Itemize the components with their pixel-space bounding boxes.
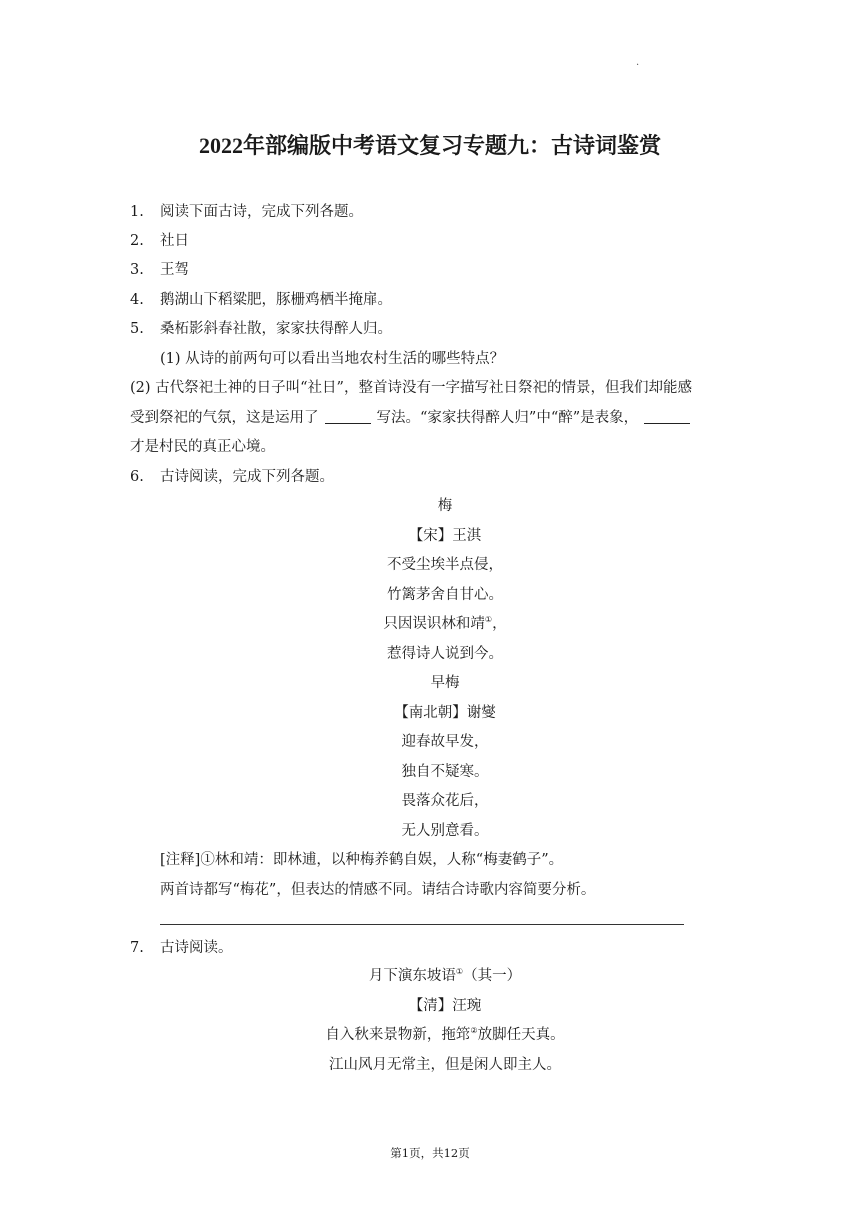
poem-title-text: 月下演东坡语 xyxy=(368,968,456,984)
poem-title: 梅 xyxy=(437,498,453,514)
poem-line-text: 自入秋来景物新，拖筇 xyxy=(325,1027,471,1043)
item-text: 王驾 xyxy=(160,262,189,278)
annotation: [注释]①林和靖：即林逋，以种梅养鹤自娱，人称“梅妻鹤子”。 xyxy=(160,852,564,868)
sub-question-2-line3: 才是村民的真正心境。 xyxy=(130,439,275,455)
item-text: 鹅湖山下稻粱肥，豚栅鸡栖半掩扉。 xyxy=(160,292,392,308)
item-text: 古诗阅读，完成下列各题。 xyxy=(160,469,334,485)
poem-author: 【南北朝】谢燮 xyxy=(394,705,496,721)
item-number: 1. xyxy=(130,204,144,220)
answer-line[interactable] xyxy=(160,924,684,925)
poem-line: 独自不疑寒。 xyxy=(401,764,489,780)
poem-line xyxy=(0,1025,860,1045)
item-number: 6. xyxy=(130,469,144,485)
item-number: 5. xyxy=(130,321,144,337)
poem-line-punct: ， xyxy=(492,616,507,632)
note-marker: ① xyxy=(484,615,493,624)
item-text: 桑柘影斜春社散，家家扶得醉人归。 xyxy=(160,321,392,337)
poem-line: 竹篱茅舍自甘心。 xyxy=(387,587,503,603)
item-number: 7. xyxy=(130,940,144,956)
item-text: 古诗阅读。 xyxy=(160,940,233,956)
poem-line-text: 放脚任天真。 xyxy=(477,1027,565,1043)
poem-line: 不受尘埃半点侵， xyxy=(387,557,503,573)
item-number: 2. xyxy=(130,233,144,249)
header-mark: . xyxy=(636,57,640,68)
sub-question-2-text-b: 写法。“家家扶得醉人归”中“醉”是表象， xyxy=(376,410,639,426)
answer-blank-2[interactable] xyxy=(644,409,690,424)
poem-line: 迎春故早发， xyxy=(401,734,489,750)
sub-question-2-line1: (2) 古代祭祀土神的日子叫“社日”，整首诗没有一字描写社日祭祀的情景，但我们却能感 xyxy=(130,380,692,396)
note-marker: ② xyxy=(470,1026,478,1035)
poem-line: 惹得诗人说到今。 xyxy=(387,646,503,662)
poem-line: 无人别意看。 xyxy=(401,823,489,839)
item-text: 社日 xyxy=(160,233,189,249)
poem-author: 【宋】王淇 xyxy=(408,528,482,544)
poem-author: 【清】汪琬 xyxy=(408,998,482,1014)
question-prompt: 两首诗都写“梅花”，但表达的情感不同。请结合诗歌内容简要分析。 xyxy=(160,882,596,898)
note-marker: ① xyxy=(455,967,464,976)
item-number: 3. xyxy=(130,262,144,278)
poem-line-text: 只因误识林和靖 xyxy=(383,616,485,632)
answer-blank-1[interactable] xyxy=(325,409,371,424)
poem-title: 早梅 xyxy=(430,675,460,691)
page-footer: 第1页，共12页 xyxy=(390,1146,470,1160)
sub-question-1: (1) 从诗的前两句可以看出当地农村生活的哪些特点？ xyxy=(160,351,505,367)
item-text: 阅读下面古诗，完成下列各题。 xyxy=(160,204,363,220)
poem-title xyxy=(0,966,860,986)
poem-line: 畏落众花后， xyxy=(401,793,489,809)
poem-line xyxy=(0,614,860,634)
sub-question-2-text-a: 受到祭祀的气氛，这是运用了 xyxy=(130,410,319,426)
poem-title-suffix: （其一） xyxy=(463,968,522,984)
poem-line: 江山风月无常主，但是闲人即主人。 xyxy=(329,1057,561,1073)
item-number: 4. xyxy=(130,292,144,308)
sub-question-2-line2 xyxy=(130,408,690,428)
page-title: 2022年部编版中考语文复习专题九：古诗词鉴赏 xyxy=(198,133,661,158)
